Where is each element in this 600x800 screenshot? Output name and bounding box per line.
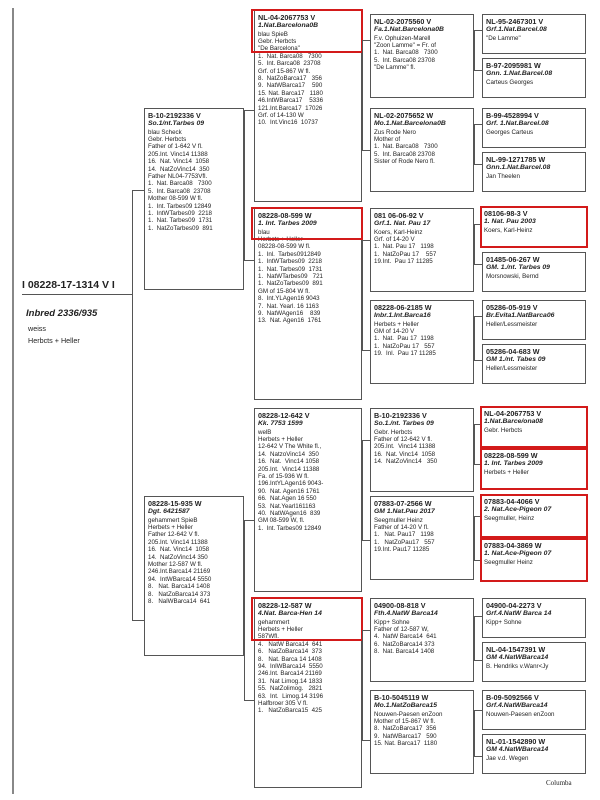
detail-line: 5. Int. Barca08 23708 (374, 56, 435, 64)
ring-number: B-97-2095981 W (486, 61, 541, 70)
sire-line: 1. IntWTarbes09 2218 (148, 209, 212, 217)
subject-breeder: Herbcts + Heller (28, 336, 80, 345)
ring-number: 04900-04-2273 V (486, 601, 542, 610)
detail-line: 66. Nat.Agen 16 550 (258, 495, 317, 503)
detail-line: Herbets + Heller (484, 468, 529, 476)
detail-line: 9. NatWAgen16 839 (258, 309, 321, 317)
pedigree-gen4-box-15 (482, 734, 586, 774)
sire-line: 1. Nat. Barca08 7300 (148, 180, 212, 188)
detail-line: Halfbroer 305 V fl. (258, 699, 308, 707)
pigeon-name: Grf.4.NatWBarca14 (486, 702, 548, 709)
ring-number: NL-99-1271785 W (486, 155, 546, 164)
sire-line: Father of 1-642 V fl. (148, 143, 203, 151)
detail-line: Grf. of 14-130 W (258, 111, 304, 119)
pedigree-gen4-box-11 (480, 538, 588, 582)
detail-line: 1. NatZoPau 17 557 (374, 250, 437, 258)
detail-line: 1. Nat. Pau 17 1198 (374, 335, 434, 343)
detail-line: 1. Inl. Tarbes0912849 (258, 250, 321, 258)
detail-line: 5. Int. Barca08 23708 (374, 150, 435, 158)
pedigree-gen3-box-4 (370, 408, 474, 492)
dam-line: Mother 12-587 W fl. (148, 560, 203, 568)
detail-line: Seegmuller Heinz (374, 516, 423, 524)
pigeon-name: GM 1.Nat.Pau 2017 (374, 508, 435, 515)
detail-line: 1. NatZoPau17 557 (374, 538, 435, 546)
detail-line: Mother of (374, 135, 401, 143)
pigeon-name: Kk. 7753 1599 (258, 420, 303, 427)
detail-line: 15. Nat. Barca17 1180 (374, 740, 438, 748)
detail-line: Seegmuller Heinz (484, 558, 533, 566)
detail-line: 205.Int. Vinc14 11388 (258, 465, 320, 473)
subject-color: weiss (28, 324, 46, 333)
detail-line: 1. Nat. Tarbes09 1731 (258, 265, 323, 273)
detail-line: Sister of Rode Nero fl. (374, 158, 435, 166)
ring-number: 05286-05-919 V (486, 303, 538, 312)
pigeon-name: Fth.4.NatW Barca14 (374, 610, 438, 617)
pigeon-name: So.1./nt. Tarbes 09 (374, 420, 434, 427)
detail-line: "Zoon Lamme" = Fr. of (374, 41, 436, 49)
pigeon-name: 1. Int. Tarbes 2009 (258, 220, 317, 227)
pigeon-name: Inbr.1.Int.Barca16 (374, 312, 431, 319)
detail-line: 9. NatWBarca17 590 (374, 732, 437, 740)
pedigree-gen4-box-8 (480, 406, 588, 448)
detail-line: Herbets + Heller (258, 625, 303, 633)
detail-line: 53. Nat.Yearl161163 (258, 502, 316, 510)
dam-line: 94. IntWBarca14 5550 (148, 575, 212, 583)
pigeon-name: Grf.1.Nat.Barcel.08 (486, 26, 547, 33)
detail-line: 1. Nat. Barca08 7300 (258, 52, 322, 60)
detail-line: 246.Int. Barca14 21169 (258, 670, 322, 678)
detail-line: Gebr. Herbcts (484, 426, 523, 434)
detail-line: 19. Inl. Pau 17 11285 (374, 350, 436, 358)
sire-line: Mother 08-599 W fl. (148, 195, 203, 203)
pedigree-gen4-box-6 (482, 300, 586, 340)
dam-line: 246.Int.Barca14 21169 (148, 568, 211, 576)
dam-line: 8. Nat. Barca14 1408 (148, 583, 210, 591)
pedigree-gen4-box-4 (480, 206, 588, 248)
sire-line: 1. Int. Tarbes09 12849 (148, 202, 212, 210)
detail-line: Morsnowski, Bernd (486, 272, 539, 280)
detail-line: 6. NatZoBarca14 373 (258, 648, 322, 656)
pedigree-gen4-box-3 (482, 152, 586, 192)
detail-line: 6. NatZoBarca14 373 (374, 640, 435, 648)
detail-line: 4. NatW Barca14 641 (374, 633, 437, 641)
sire-line: blau Scheck (148, 128, 182, 136)
sire-ring: B-10-2192336 V (148, 111, 201, 120)
pedigree-gen2-highlight-0 (251, 9, 363, 53)
ring-number: NL-04-2067753 V (258, 13, 316, 22)
sire-name: So.1/nt.Tarbes 09 (148, 120, 205, 127)
sire-line: 205.Int. Vinc14 11388 (148, 150, 208, 158)
detail-line: Father of 12-642 V fl. (374, 435, 433, 443)
detail-line: 8. NatZoBarca17 356 (374, 725, 437, 733)
pedigree-gen3-box-1 (370, 108, 474, 192)
pedigree-gen3-box-2 (370, 208, 474, 292)
detail-line: F.v. Ophuizen-Marell (374, 34, 431, 42)
detail-line: 8. Nat. Barca14 1408 (374, 648, 435, 656)
detail-line: 8. NatZoBarca17 356 (258, 74, 322, 82)
detail-line: Kipp+ Sohne (374, 618, 410, 626)
detail-line: Nouwen-Paesen enZoon (486, 710, 555, 718)
detail-line: 5. Int. Barca08 23708 (258, 60, 321, 68)
detail-line: 94. InlWBarca14 5550 (258, 662, 323, 670)
detail-line: Jae v.d. Wegen (486, 754, 529, 762)
ring-number: 08228-08-599 W (258, 211, 312, 220)
detail-line: Herbets + Heller (258, 435, 303, 443)
pigeon-name: 2. Nat.Ace-Pigeon 07 (484, 506, 552, 513)
detail-line: 15. Nat. Barca17 1180 (258, 89, 323, 97)
detail-line: 7. Nat. Yearl. 16 1163 (258, 302, 319, 310)
pedigree-gen2-box-2 (254, 408, 362, 592)
detail-line: 10. Int.Vinc16 10737 (258, 119, 319, 127)
pedigree-gen4-box-9 (480, 448, 588, 490)
detail-line: 8. Int.YLAgen16 9043 (258, 295, 320, 303)
pigeon-name: Gnn.1.Nat.Barcel.08 (486, 164, 551, 171)
detail-line: Koers, Karl-Heinz (484, 226, 533, 234)
ring-number: 081 06-06-92 V (374, 211, 424, 220)
pigeon-name: Br.Evita1.NatBarca06 (486, 312, 555, 319)
sire-line: 14. NatZoVinc14 350 (148, 165, 210, 173)
pigeon-name: Grf.4.NatW Barca 14 (486, 610, 552, 617)
detail-line: "De Lamme" (486, 34, 521, 42)
detail-line: Georges Carteus (486, 128, 534, 136)
ring-number: 07883-04-4066 V (484, 497, 540, 506)
detail-line: 16. Nat. Vinc14 1058 (374, 450, 436, 458)
detail-line: Grf. of 14-20 V (374, 235, 415, 243)
detail-line: 8. Nat. Barca 14 1408 (258, 655, 322, 663)
detail-line: 08228-08-599 W fl. (258, 243, 311, 251)
dam-line: 14. NatZoVinc14 350 (148, 553, 208, 561)
detail-line: Gebr. Herbcts (258, 37, 297, 45)
detail-line: 55. NatZolimog. 2821 (258, 685, 323, 693)
pedigree-gen4-box-12 (482, 598, 586, 638)
detail-line: gehammert (258, 618, 290, 626)
ring-number: 04900-08-818 V (374, 601, 426, 610)
detail-line: "De Lamme" fl. (374, 64, 416, 72)
ring-number: B-10-2192336 V (374, 411, 427, 420)
subject-ring: I 08228-17-1314 V I (22, 279, 115, 291)
ring-number: NL-01-1542890 W (486, 737, 546, 746)
detail-line: Kipp+ Sohne (486, 618, 522, 626)
ring-number: 08228-12-587 W (258, 601, 312, 610)
detail-line: 121.Int.Barca17 17026 (258, 104, 323, 112)
ring-number: B-99-4528994 V (486, 111, 539, 120)
pigeon-name: 1. Int. Tarbes 2009 (484, 460, 543, 467)
detail-line: 1. Int. Tarbes09 12849 (258, 524, 322, 532)
detail-line: 1. NatZoTarbes09 891 (258, 280, 323, 288)
detail-line: 4. NatW Barca14 641 (258, 640, 323, 648)
detail-line: 1. IntWTarbes09 2218 (258, 258, 322, 266)
pigeon-name: Gnn. 1.Nat.Barcel.08 (486, 70, 553, 77)
pigeon-name: 1. Nat.Ace-Pigeon 07 (484, 550, 552, 557)
detail-line: 19.Int. Pau17 11285 (374, 546, 430, 554)
pedigree-gen4-box-10 (480, 494, 588, 538)
ring-number: NL-04-1547391 W (486, 645, 546, 654)
detail-line: 1. NatZoBarca15 425 (258, 707, 322, 715)
detail-line: GM of 14-20 V (374, 327, 415, 335)
dam-name: Dgt. 6421587 (148, 508, 190, 515)
detail-line: 14. NatZoVinc14 350 (374, 458, 438, 466)
pigeon-name: Mo.1.NatZoBarca15 (374, 702, 438, 709)
pigeon-name: GM 4.NatWBarca14 (486, 746, 549, 753)
connector-subject (132, 190, 133, 620)
detail-line: 1. NatZoPau 17 557 (374, 342, 435, 350)
pedigree-gen3-box-5 (370, 496, 474, 580)
detail-line: GM 08-599 W, fl. (258, 517, 305, 525)
detail-line: 1. Nat. Pau 17 1198 (374, 243, 434, 251)
dam-line: 8. NatZoBarca14 373 (148, 590, 211, 598)
dam-ring: 08228-15-935 W (148, 499, 202, 508)
pigeon-name: GM. 1./nt. Tarbes 09 (486, 264, 550, 271)
detail-line: Father of 14-20 V fl. (374, 523, 429, 531)
detail-line: 31. Nat Limog.14 1833 (258, 677, 323, 685)
detail-line: 40. NatWAgen16 839 (258, 509, 321, 517)
pigeon-name: Grf.1. Nat. Pau 17 (374, 220, 431, 227)
detail-line: 13. Nat. Agen16 1761 (258, 317, 322, 325)
sire-line: 1. NatZoTarbes09 891 (148, 224, 213, 232)
signature: Columba (546, 779, 572, 787)
ring-number: 08228-12-642 V (258, 411, 310, 420)
detail-line: 12-642 V The White fl., (258, 443, 322, 451)
ring-number: 07883-07-2566 W (374, 499, 432, 508)
detail-line: 9. NatWBarca17 590 (258, 82, 323, 90)
detail-line: 1. Nat. Pau17 1198 (374, 531, 434, 539)
detail-line: Heller/Lessmeister (486, 364, 538, 372)
sire-line: 5. Int. Barca08 23708 (148, 187, 211, 195)
ring-number: NL-02-2075560 V (374, 17, 432, 26)
pedigree-gen4-box-7 (482, 344, 586, 384)
detail-line: Koers, Karl-Heinz (374, 228, 423, 236)
page-frame-left (12, 8, 14, 794)
detail-line: 46.IntWBarca17 5336 (258, 97, 324, 105)
ring-number: 08106-98-3 V (484, 209, 528, 218)
detail-line: Zus Rode Nero (374, 128, 416, 136)
detail-line: blau SpieB (258, 30, 288, 38)
pigeon-name: 4.Nat. Barca-Hen 14 (258, 610, 322, 617)
sire-line: Father NL04-7753Vfl. (148, 172, 208, 180)
pigeon-name: Grf. 1.Nat.Barcel.08 (486, 120, 549, 127)
ring-number: 01485-06-267 W (486, 255, 540, 264)
ring-number: NL-95-2467301 V (486, 17, 544, 26)
detail-line: Herbets + Heller (374, 320, 419, 328)
pedigree-gen2-highlight-1 (251, 207, 363, 240)
pigeon-name: Fa.1.Nat.Barcelona0B (374, 26, 444, 33)
pedigree-gen3-box-7 (370, 690, 474, 774)
detail-line: Carteus Georges (486, 78, 534, 86)
pedigree-gen4-box-13 (482, 642, 586, 682)
pedigree-gen4-box-0 (482, 14, 586, 54)
dam-line: 205.Int. Vinc14 11388 (148, 538, 208, 546)
sire-line: Gebr. Herbcts (148, 135, 187, 143)
pedigree-gen4-box-1 (482, 58, 586, 98)
detail-line: Gebr. Herbcts (374, 428, 413, 436)
sire-box (144, 108, 244, 290)
detail-line: Seegmuller, Heinz (484, 514, 535, 522)
subject-name: Inbred 2336/935 (26, 308, 98, 319)
pigeon-name: GM 4.NatWBarca14 (486, 654, 549, 661)
pedigree-gen4-box-14 (482, 690, 586, 730)
detail-line: blau (258, 228, 270, 236)
detail-line: Nouwen-Paesen enZoon (374, 710, 443, 718)
pedigree-gen4-box-2 (482, 108, 586, 148)
ring-number: B-09-5092566 V (486, 693, 539, 702)
ring-number: 08228-08-599 W (484, 451, 538, 460)
pedigree-gen3-box-6 (370, 598, 474, 682)
detail-line: Jan Theelen (486, 172, 520, 180)
detail-line: welB (258, 428, 272, 436)
detail-line: Heller/Lessmeister (486, 320, 538, 328)
pedigree-gen2-highlight-3 (251, 597, 363, 641)
sire-line: 1. Nat. Tarbes09 1731 (148, 217, 213, 225)
detail-line: 205.Int. Vinc14 11388 (374, 443, 436, 451)
detail-line: 1. NatWTarbes09 721 (258, 272, 324, 280)
ring-number: B-10-5045119 W (374, 693, 429, 702)
ring-number: 05286-04-683 W (486, 347, 540, 356)
dam-line: Herbets + Heller (148, 523, 193, 531)
detail-line: Grf. of 15-867 W fl. (258, 67, 311, 75)
pigeon-name: GM 1./nt. Tabes 09 (486, 356, 546, 363)
detail-line: Herbcts + Heller (258, 235, 303, 243)
detail-line: "De Barcelona" (258, 45, 300, 53)
dam-line: 16. Nat. Vinc14 1058 (148, 546, 210, 554)
detail-line: Fa. of 15-936 W fl. (258, 472, 309, 480)
detail-line: 196.IntYLAgen16 9043- (258, 480, 324, 488)
pigeon-name: 1.Nat.Barcelona0B (258, 22, 319, 29)
pedigree-gen3-box-0 (370, 14, 474, 98)
pigeon-name: 1.Nat.Barce/ona08 (484, 418, 543, 425)
detail-line: Father of 12-587 W, (374, 625, 429, 633)
dam-line: 8. NalWBarca14 641 (148, 597, 211, 605)
detail-line: 19.Int. Pau 17 11285 (374, 258, 433, 266)
detail-line: B. Hendriks v.Wanr<Jy (486, 662, 549, 670)
ring-number: NL-04-2067753 V (484, 409, 542, 418)
pedigree-gen3-box-3 (370, 300, 474, 384)
dam-line: Father 12-642 V fl. (148, 531, 200, 539)
detail-line: 90. Nat. Agen16 1761 (258, 487, 320, 495)
detail-line: 14. NatzoVinc14 350 (258, 450, 319, 458)
ring-number: 08228-06-2185 W (374, 303, 432, 312)
detail-line: 1. Nat. Barca08 7300 (374, 143, 438, 151)
detail-line: Mother of 15-867 W fl. (374, 717, 436, 725)
detail-line: GM of 15-804 W fl. (258, 287, 310, 295)
ring-number: 07883-04-3869 W (484, 541, 542, 550)
detail-line: 16. Nat. Vinc14 1058 (258, 458, 320, 466)
pedigree-gen4-box-5 (482, 252, 586, 292)
dam-line: gehammert SpieB (148, 516, 198, 524)
detail-line: 63. Int. Limog.14 3196 (258, 692, 324, 700)
detail-line: 587Wfl. (258, 633, 279, 641)
pigeon-name: 1. Nat. Pau 2003 (484, 218, 536, 225)
sire-line: 16. Nat. Vinc14 1058 (148, 158, 210, 166)
pigeon-name: Mo.1.Nat.Barcelona0B (374, 120, 446, 127)
detail-line: 1. Nat. Barca08 7300 (374, 49, 438, 57)
subject-underline (22, 294, 132, 295)
dam-box (144, 496, 244, 656)
ring-number: NL-02-2075652 W (374, 111, 434, 120)
